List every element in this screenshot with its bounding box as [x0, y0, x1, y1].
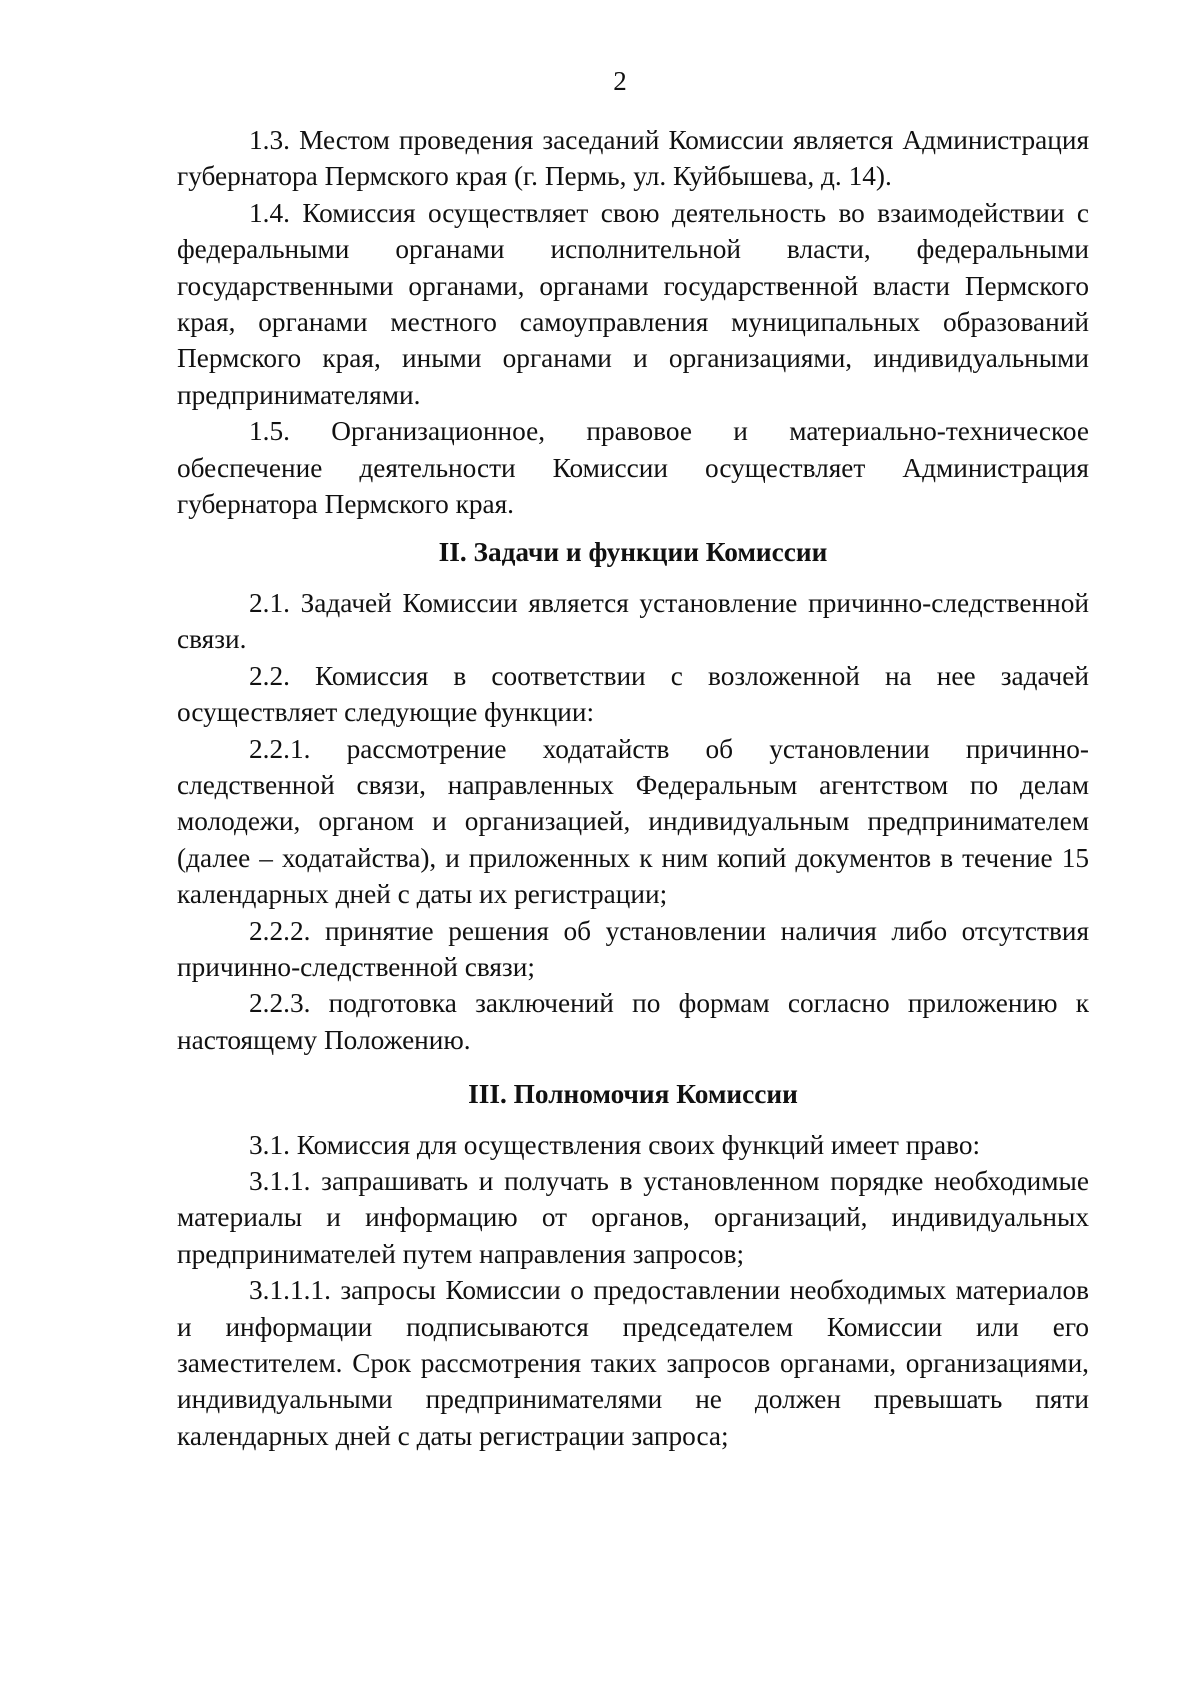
paragraph-2-2: 2.2. Комиссия в соответствии с возложенной на нее задачей осуществляет следующие функции: — [177, 660, 1089, 728]
paragraph-2-2-2: 2.2.2. принятие решения об установлении наличия либо отсутствия причинно-следственной связи; — [177, 915, 1089, 982]
page-number: 2 — [613, 66, 627, 96]
paragraph-3-1-1: 3.1.1. запрашивать и получать в установленном порядке необходимые материалы и информацию от органов, организаций, индивидуальных предпринимателей путем направления запросов; — [177, 1165, 1089, 1269]
paragraph-2-2-3: 2.2.3. подготовка заключений по формам согласно приложению к настоящему Положению. — [177, 988, 1089, 1055]
paragraph-1-3: 1.3. Местом проведения заседаний Комиссии является Администрация губернатора Пермского края (г. Пермь, ул. Куйбышева, д. 14). — [177, 125, 1089, 192]
paragraph-1-4: 1.4. Комиссия осуществляет свою деятельность во взаимодействии с федеральными органами исполнительной власти, федеральными государственными органами, органами государственной власти Пермского края, органами местного самоуправления муниципальных образований Пермского края, иными органами и организациями, индивидуальными предпринимателями. — [177, 197, 1089, 410]
paragraph-1-5: 1.5. Организационное, правовое и материально-техническое обеспечение деятельности Комиссии осуществляет Администрация губернатора Пермского края. — [177, 416, 1089, 520]
paragraph-2-1: 2.1. Задачей Комиссии является установление причинно-следственной связи. — [177, 587, 1089, 655]
section-2-heading: II. Задачи и функции Комиссии — [438, 537, 828, 568]
paragraph-3-1: 3.1. Комиссия для осуществления своих функций имеет право: — [249, 1129, 981, 1160]
paragraph-3-1-1-1: 3.1.1.1. запросы Комиссии о предоставлении необходимых материалов и информации подписываются председателем Комиссии или его заместителем. Срок рассмотрения таких запросов органами, организациями, индивидуальными предпринимателями не должен превышать пяти календарных дней с даты регистрации запроса; — [177, 1275, 1089, 1451]
section-3-heading: III. Полномочия Комиссии — [468, 1079, 798, 1110]
paragraph-2-2-1: 2.2.1. рассмотрение ходатайств об установлении причинно-следственной связи, направленных Федеральным агентством по делам молодежи, органом и организацией, индивидуальным предпринимателем (далее – ходатайства), и приложенных к ним копий документов в течение 15 календарных дней с даты их регистрации; — [177, 733, 1089, 910]
document-body — [177, 122, 1089, 1454]
